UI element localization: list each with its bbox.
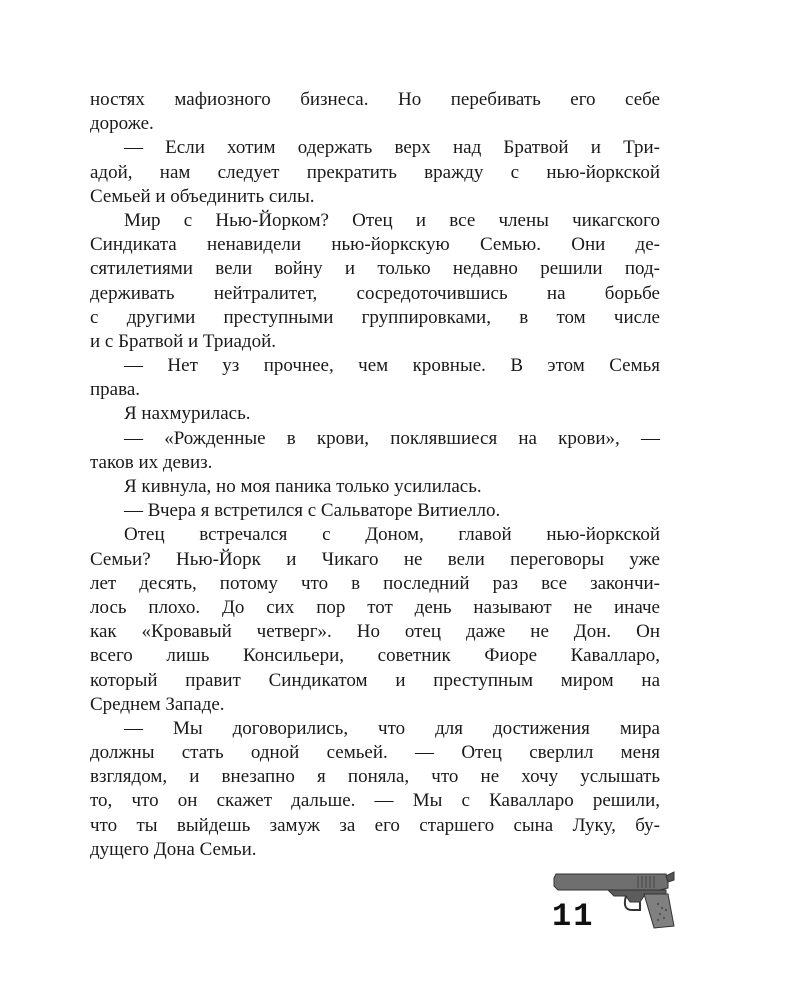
text-line: держивать нейтралитет, сосредоточившись на борьбе	[90, 282, 660, 304]
text-line: — Вчера я встретился с Сальваторе Витиелло.	[124, 500, 501, 522]
text-line: Среднем Западе.	[90, 693, 225, 715]
text-line: то, что он скажет дальше. — Мы с Кавалларо решили,	[90, 790, 660, 812]
text-line: лет десять, потому что в последний раз все закончи-	[90, 572, 660, 594]
text-line: Отец встречался с Доном, главой нью-йоркской	[124, 524, 660, 546]
text-line: адой, нам следует прекратить вражду с нью-йоркской	[90, 161, 660, 183]
text-line: — Мы договорились, что для достижения мира	[124, 717, 660, 739]
text-line: — «Рожденные в крови, поклявшиеся на крови», —	[124, 427, 660, 449]
page-number: 11	[552, 898, 595, 935]
text-line: и с Братвой и Триадой.	[90, 330, 277, 352]
text-line: ностях мафиозного бизнеса. Но перебивать его себе	[90, 89, 660, 110]
text-line: дороже.	[90, 113, 154, 135]
text-line: должны стать одной семьей. — Отец сверлил меня	[90, 742, 660, 764]
text-line: лось плохо. До сих пор тот день называют не иначе	[90, 596, 660, 618]
text-line: Мир с Нью-Йорком? Отец и все члены чикагского	[124, 209, 660, 231]
text-line: — Нет уз прочнее, чем кровные. В этом Семья	[124, 355, 660, 377]
text-line: Семьи? Нью-Йорк и Чикаго не вели переговоры уже	[90, 548, 660, 570]
text-line: всего лишь Консильери, советник Фиоре Кавалларо,	[90, 645, 660, 667]
text-line: как «Кровавый четверг». Но отец даже не Дон. Он	[90, 621, 660, 643]
page-body-text	[90, 88, 660, 862]
text-line: таков их девиз.	[90, 451, 213, 473]
text-line: что ты выйдешь замуж за его старшего сына Луку, бу-	[90, 814, 660, 836]
text-line: Я кивнула, но моя паника только усилилась.	[124, 476, 482, 497]
text-line: права.	[90, 379, 141, 401]
text-line: — Если хотим одержать верх над Братвой и Три-	[124, 137, 660, 159]
text-line: который правит Синдикатом и преступным миром на	[90, 669, 660, 691]
text-line: взглядом, и внезапно я поняла, что не хочу услышать	[90, 766, 660, 788]
text-line: Семьей и объединить силы.	[90, 185, 315, 207]
text-line: дущего Дона Семьи.	[90, 838, 257, 860]
text-line: Синдиката ненавидели нью-йоркскую Семью. Они де-	[90, 234, 660, 256]
text-line: Я нахмурилась.	[124, 403, 251, 425]
text-line: сятилетиями вели войну и только недавно решили под-	[90, 258, 660, 280]
text-line: с другими преступными группировками, в том числе	[90, 306, 660, 328]
